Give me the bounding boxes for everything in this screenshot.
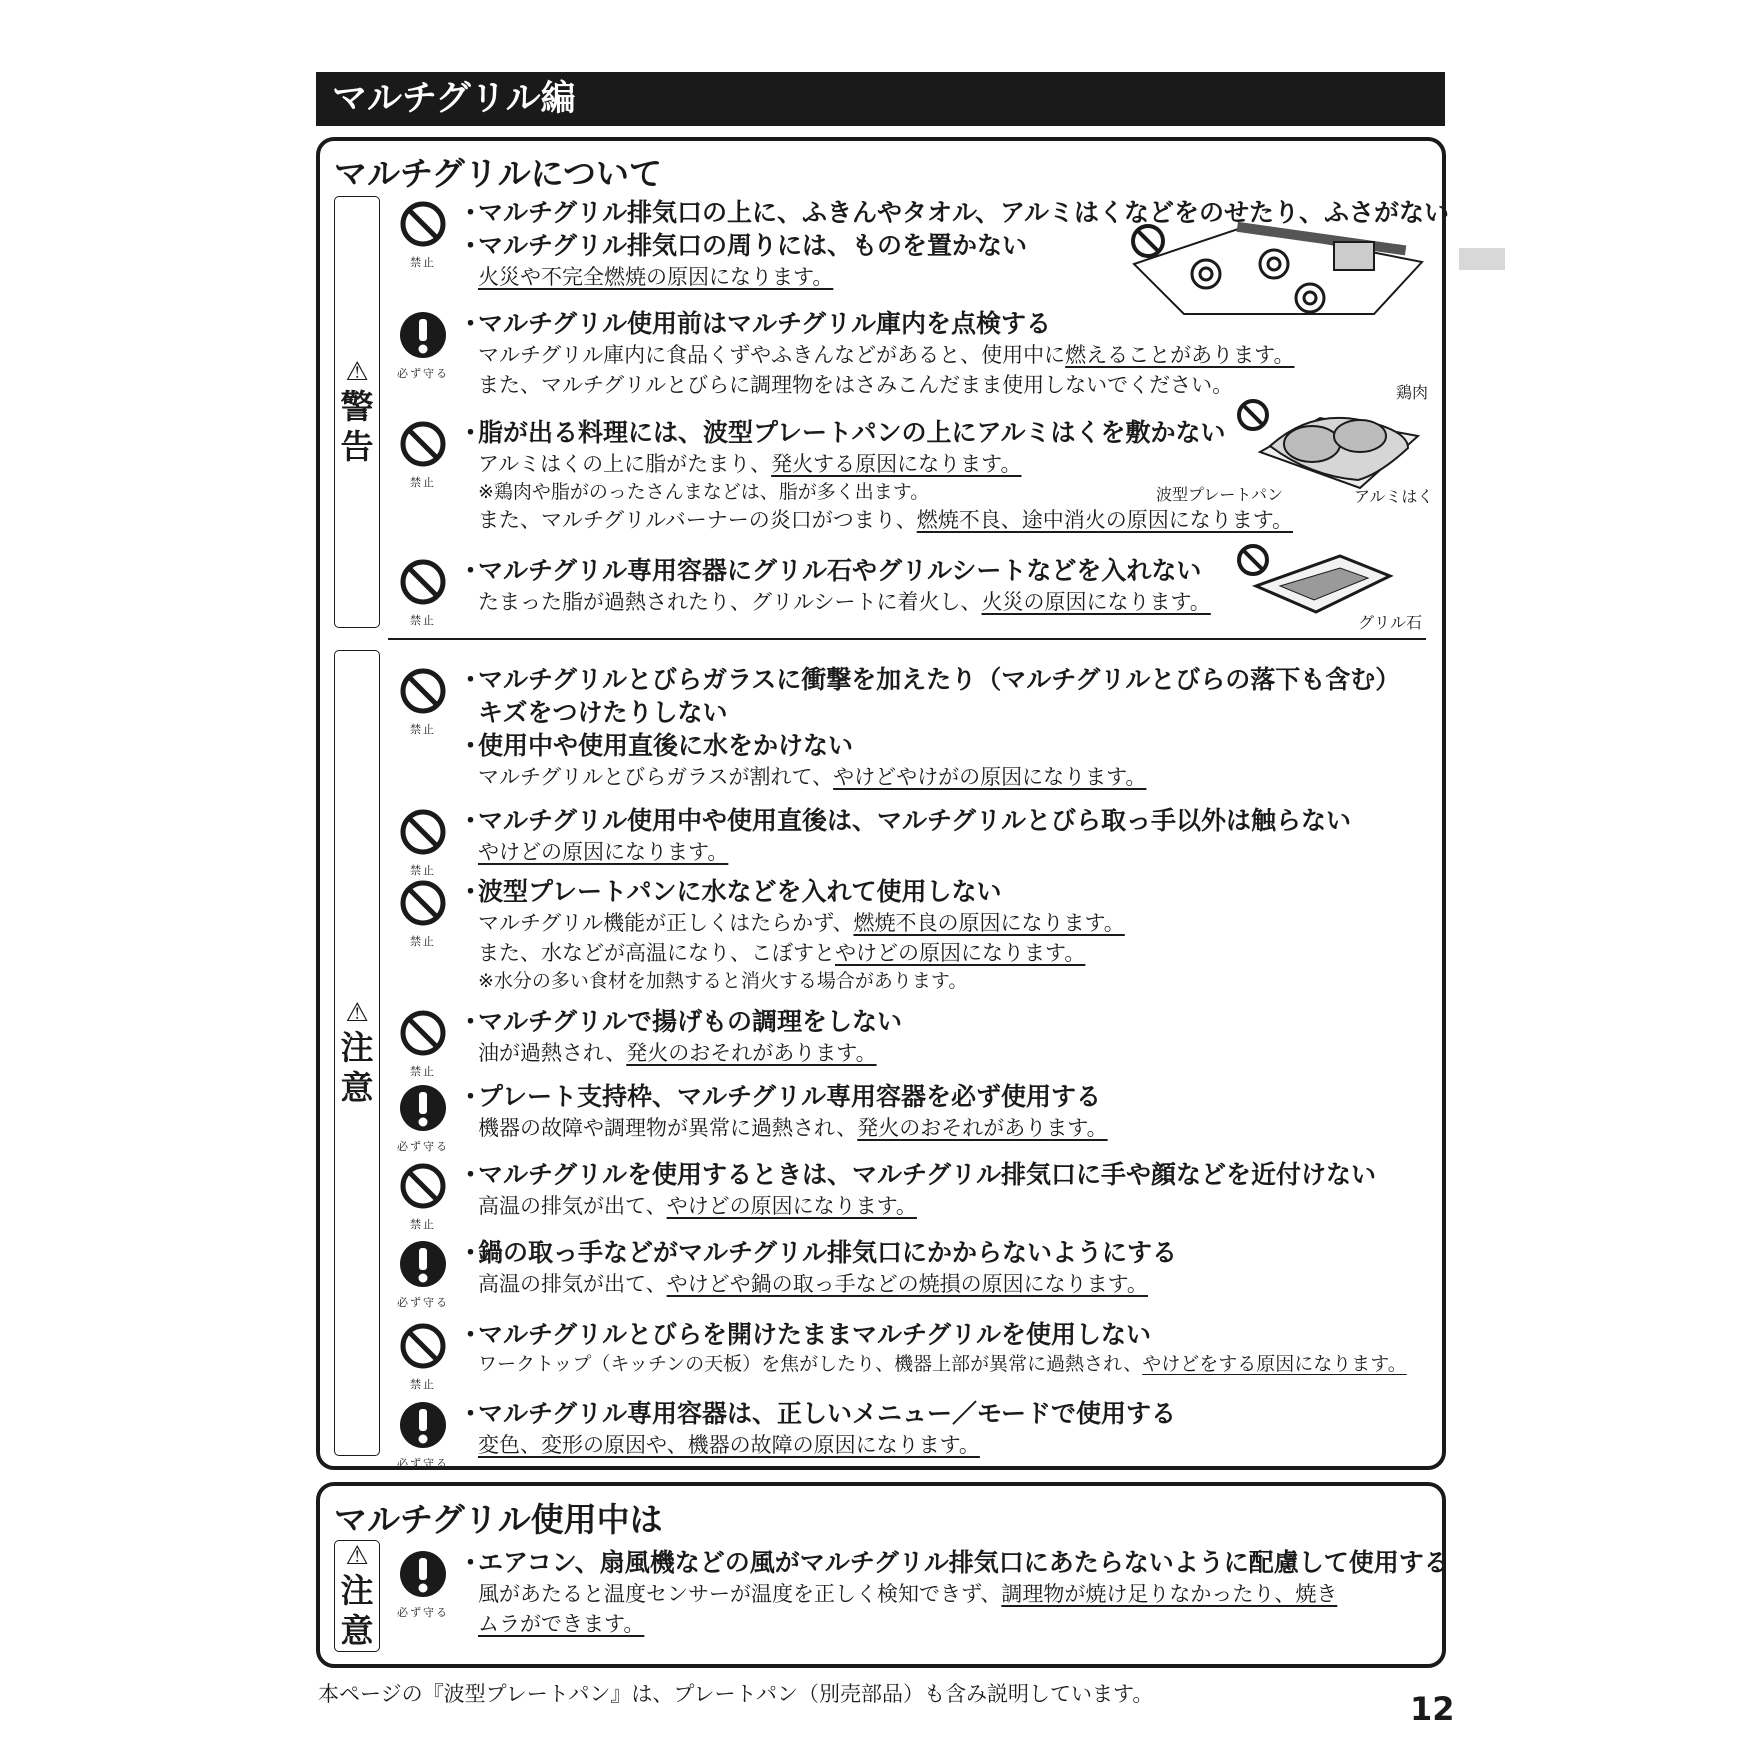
prohibited-symbol xyxy=(396,877,450,949)
hazard-result: 火災の原因になります。 xyxy=(981,590,1211,614)
caution-triangle-icon: ⚠ xyxy=(345,998,369,1028)
prohibited-symbol xyxy=(396,665,450,737)
item-text xyxy=(458,1005,902,1068)
prohibited-icon xyxy=(397,806,449,858)
prohibited-symbol xyxy=(396,1160,450,1232)
section-title-in-use: マルチグリル使用中は xyxy=(334,1500,663,1539)
item-text xyxy=(458,1236,1177,1299)
hazard-result: やけどの原因になります。 xyxy=(666,1194,917,1218)
caution2-char-2: 意 xyxy=(340,1611,374,1650)
warning-char-2: 告 xyxy=(340,427,374,466)
hazard-result: 発火のおそれがあります。 xyxy=(626,1041,877,1065)
item-heading: ・マルチグリルを使用するときは、マルチグリル排気口に手や顔などを近付けない xyxy=(458,1160,1377,1189)
warning-char-1: 警 xyxy=(340,387,374,426)
item-detail: 風があたると温度センサーが温度を正しく検知できず、調理物が焼け足りなかったり、焼き xyxy=(478,1582,1338,1606)
item-detail: 高温の排気が出て、やけどの原因になります。 xyxy=(478,1194,917,1218)
page-title: マルチグリル編 xyxy=(316,72,1445,126)
hazard-result: ムラができます。 xyxy=(478,1612,645,1636)
item-heading: ・鍋の取っ手などがマルチグリル排気口にかからないようにする xyxy=(458,1238,1178,1267)
item-detail: ※水分の多い食材を加熱すると消火する場合があります。 xyxy=(478,970,968,992)
icon-label: 禁止 xyxy=(410,614,436,627)
item-heading-cont: キズをつけたりしない xyxy=(478,698,728,727)
item-heading: ・マルチグリル排気口の上に、ふきんやタオル、アルミはくなどをのせたり、ふさがない xyxy=(458,198,1450,227)
mandatory-icon xyxy=(397,1399,449,1451)
item-detail: マルチグリルとびらガラスが割れて、やけどやけがの原因になります。 xyxy=(478,765,1147,789)
item-heading: ・プレート支持枠、マルチグリル専用容器を必ず使用する xyxy=(458,1082,1102,1111)
caution-side-label xyxy=(334,650,380,1456)
prohibited-icon xyxy=(397,1320,449,1372)
item-heading: ・エアコン、扇風機などの風がマルチグリル排気口にあたらないように配慮して使用する xyxy=(458,1548,1449,1577)
prohibited-icon xyxy=(397,556,449,608)
item-detail: また、マルチグリルとびらに調理物をはさみこんだまま使用しないでください。 xyxy=(478,373,1234,397)
item-heading: ・マルチグリルとびらを開けたままマルチグリルを使用しない xyxy=(458,1320,1152,1349)
item-detail: 油が過熱され、発火のおそれがあります。 xyxy=(478,1041,877,1065)
icon-label: 禁止 xyxy=(410,256,436,269)
item-heading: ・使用中や使用直後に水をかけない xyxy=(458,731,854,760)
hazard-result: 調理物が焼け足りなかったり、焼き xyxy=(1001,1582,1338,1606)
prohibited-symbol xyxy=(396,418,450,490)
prohibited-icon xyxy=(397,1160,449,1212)
item-heading: ・波型プレートパンに水などを入れて使用しない xyxy=(458,877,1002,906)
callout-plate-pan: 波型プレートパン xyxy=(1156,485,1284,504)
icon-label: 禁止 xyxy=(410,935,436,948)
stove-top xyxy=(1134,227,1422,314)
mandatory-symbol xyxy=(396,1082,450,1154)
icon-label: 必ず守る xyxy=(397,1457,449,1470)
item-heading: ・マルチグリル専用容器は、正しいメニュー／モードで使用する xyxy=(458,1399,1177,1428)
foil-prohibited-icon xyxy=(1239,401,1267,429)
hazard-result: やけどの原因になります。 xyxy=(478,840,729,864)
item-detail: ※鶏肉や脂がのったさんまなどは、脂が多く出ます。 xyxy=(478,481,930,503)
hazard-result: 発火のおそれがあります。 xyxy=(857,1116,1108,1140)
item-heading: ・マルチグリル使用前はマルチグリル庫内を点検する xyxy=(458,309,1052,338)
hazard-result: 発火する原因になります。 xyxy=(771,452,1022,476)
mandatory-symbol xyxy=(396,1399,450,1471)
stove-prohibited-icon xyxy=(1133,226,1163,256)
item-detail: たまった脂が過熱されたり、グリルシートに着火し、火災の原因になります。 xyxy=(478,590,1211,614)
stove-illustration xyxy=(1124,222,1424,322)
item-detail: また、水などが高温になり、こぼすとやけどの原因になります。 xyxy=(478,941,1086,965)
item-detail: アルミはくの上に脂がたまり、発火する原因になります。 xyxy=(478,452,1022,476)
icon-label: 禁止 xyxy=(410,723,436,736)
icon-label: 禁止 xyxy=(410,476,436,489)
prohibited-symbol xyxy=(396,806,450,878)
hazard-result: やけどの原因になります。 xyxy=(835,941,1086,965)
item-text xyxy=(458,875,1125,994)
mandatory-icon xyxy=(397,1082,449,1134)
mandatory-symbol xyxy=(396,309,450,381)
item-heading: ・マルチグリルで揚げもの調理をしない xyxy=(458,1007,903,1036)
prohibited-icon xyxy=(397,877,449,929)
hazard-result: やけどやけがの原因になります。 xyxy=(833,765,1147,789)
hazard-result: 燃焼不良、途中消火の原因になります。 xyxy=(916,508,1294,532)
item-heading: ・マルチグリルとびらガラスに衝撃を加えたり（マルチグリルとびらの落下も含む） xyxy=(458,665,1401,694)
hazard-result: 燃えることがあります。 xyxy=(1065,343,1295,367)
item-heading: ・マルチグリル専用容器にグリル石やグリルシートなどを入れない xyxy=(458,556,1202,585)
item-heading: ・マルチグリル使用中や使用直後は、マルチグリルとびら取っ手以外は触らない xyxy=(458,806,1352,835)
item-detail: 機器の故障や調理物が異常に過熱され、発火のおそれがあります。 xyxy=(478,1116,1108,1140)
hazard-result: 火災や不完全燃焼の原因になります。 xyxy=(478,265,834,289)
stove-grill-handle xyxy=(1334,242,1374,270)
item-text xyxy=(458,804,1351,867)
caution2-side-label xyxy=(334,1540,380,1652)
item-detail: マルチグリル庫内に食品くずやふきんなどがあると、使用中に燃えることがあります。 xyxy=(478,343,1295,367)
prohibited-symbol xyxy=(396,556,450,628)
prohibited-symbol xyxy=(396,198,450,270)
hazard-result: やけどをする原因になります。 xyxy=(1142,1353,1407,1375)
icon-label: 禁止 xyxy=(410,1218,436,1231)
icon-label: 必ず守る xyxy=(397,1296,449,1309)
warning-side-label xyxy=(334,196,380,628)
caution-char-2: 意 xyxy=(340,1068,374,1107)
item-text xyxy=(458,1158,1376,1221)
item-text xyxy=(458,1318,1407,1377)
warning-triangle-icon: ⚠ xyxy=(345,357,369,387)
item-text xyxy=(458,1397,1176,1460)
callout-foil: アルミはく xyxy=(1354,487,1434,506)
icon-label: 必ず守る xyxy=(397,1140,449,1153)
mandatory-symbol xyxy=(396,1238,450,1310)
caution-char-1: 注 xyxy=(340,1028,374,1067)
icon-label: 必ず守る xyxy=(397,367,449,380)
chicken-piece xyxy=(1334,420,1386,452)
item-detail: 高温の排気が出て、やけどや鍋の取っ手などの焼損の原因になります。 xyxy=(478,1272,1148,1296)
prohibited-icon xyxy=(397,665,449,717)
item-detail: また、マルチグリルバーナーの炎口がつまり、燃焼不良、途中消火の原因になります。 xyxy=(478,508,1294,532)
icon-label: 必ず守る xyxy=(397,1606,449,1619)
item-detail: マルチグリル機能が正しくはたらかず、燃焼不良の原因になります。 xyxy=(478,911,1125,935)
prohibited-icon xyxy=(397,418,449,470)
item-text xyxy=(458,416,1293,535)
caution2-triangle-icon: ⚠ xyxy=(345,1541,369,1571)
footer-note: 本ページの『波型プレートパン』は、プレートパン（別売部品）も含み説明しています。 xyxy=(318,1682,1154,1706)
section-title-about: マルチグリルについて xyxy=(334,154,663,193)
hazard-result: 変色、変形の原因や、機器の故障の原因になります。 xyxy=(478,1433,980,1457)
item-text xyxy=(458,554,1211,617)
tray-prohibited-icon xyxy=(1239,546,1267,574)
page-number: 12 xyxy=(1410,1690,1455,1728)
item-text xyxy=(458,663,1400,792)
item-detail xyxy=(458,837,1351,867)
icon-label: 禁止 xyxy=(410,1065,436,1078)
mandatory-icon xyxy=(397,1238,449,1290)
callout-grill-stone: グリル石 xyxy=(1358,613,1423,632)
prohibited-icon xyxy=(397,198,449,250)
item-detail: ワークトップ（キッチンの天板）を焦がしたり、機器上部が異常に過熱され、やけどをする原因になります。 xyxy=(478,1353,1407,1375)
hazard-result: やけどや鍋の取っ手などの焼損の原因になります。 xyxy=(666,1272,1148,1296)
item-detail xyxy=(458,1430,1176,1460)
icon-label: 禁止 xyxy=(410,1378,436,1391)
prohibited-symbol xyxy=(396,1007,450,1079)
prohibited-icon xyxy=(397,1007,449,1059)
warning-caution-divider xyxy=(388,638,1426,640)
callout-chicken: 鶏肉 xyxy=(1396,383,1429,402)
prohibited-symbol xyxy=(396,1320,450,1392)
icon-label: 禁止 xyxy=(410,864,436,877)
side-index-tab xyxy=(1459,248,1505,270)
chicken-piece xyxy=(1284,426,1340,462)
item-text xyxy=(458,1080,1108,1143)
item-heading: ・マルチグリル排気口の周りには、ものを置かない xyxy=(458,231,1028,260)
caution2-char-1: 注 xyxy=(340,1571,374,1610)
item-heading: ・脂が出る料理には、波型プレートパンの上にアルミはくを敷かない xyxy=(458,418,1226,447)
hazard-result: 燃焼不良の原因になります。 xyxy=(853,911,1125,935)
mandatory-icon xyxy=(397,309,449,361)
